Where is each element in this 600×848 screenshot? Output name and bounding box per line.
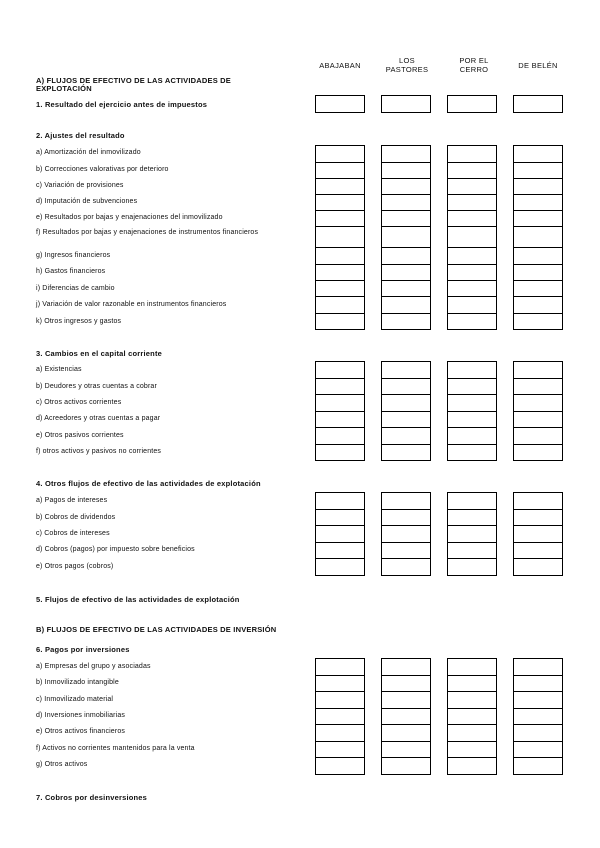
list-item: e) Otros pagos (cobros) — [36, 563, 114, 570]
value-input-cell[interactable] — [381, 724, 431, 742]
value-input-cell[interactable] — [315, 361, 365, 379]
list-item: b) Cobros de dividendos — [36, 514, 116, 521]
value-input-cell[interactable] — [447, 394, 497, 412]
value-input-cell[interactable] — [447, 411, 497, 428]
value-input-cell[interactable] — [315, 378, 365, 395]
value-input-cell[interactable] — [381, 741, 431, 758]
value-input-cell[interactable] — [381, 542, 431, 559]
value-input-cell[interactable] — [513, 509, 563, 526]
section-4-title: 4. Otros flujos de efectivo de las actividades de explotación — [36, 479, 261, 488]
list-item: f) otros activos y pasivos no corrientes — [36, 448, 162, 455]
value-input-cell[interactable] — [513, 492, 563, 510]
value-input-cell[interactable] — [513, 542, 563, 559]
value-input-cell[interactable] — [447, 757, 497, 775]
value-input-cell[interactable] — [381, 361, 431, 379]
value-input-cell[interactable] — [447, 264, 497, 281]
value-input-cell[interactable] — [315, 558, 365, 576]
list-item: c) Inmovilizado material — [36, 696, 114, 703]
value-input-cell[interactable] — [513, 378, 563, 395]
section-1-title: 1. Resultado del ejercicio antes de impuestos — [36, 100, 208, 109]
value-input-cell[interactable] — [381, 194, 431, 211]
list-item: i) Diferencias de cambio — [36, 285, 115, 292]
value-input-cell[interactable] — [447, 509, 497, 526]
value-input-cell[interactable] — [381, 675, 431, 692]
list-item: b) Inmovilizado intangible — [36, 679, 119, 686]
list-item: d) Inversiones inmobiliarias — [36, 712, 126, 719]
list-item: e) Otros activos financieros — [36, 728, 126, 735]
value-input-cell[interactable] — [315, 210, 365, 227]
value-input-cell[interactable] — [447, 724, 497, 742]
value-input-cell[interactable] — [513, 210, 563, 227]
value-input-cell[interactable] — [315, 247, 365, 265]
value-input-cell[interactable] — [315, 162, 365, 179]
value-input-cell[interactable] — [315, 264, 365, 281]
list-item: e) Otros pasivos corrientes — [36, 432, 124, 439]
value-input-cell[interactable] — [513, 145, 563, 163]
value-input-cell[interactable] — [513, 411, 563, 428]
value-input-cell[interactable] — [447, 145, 497, 163]
list-item: d) Cobros (pagos) por impuesto sobre beneficios — [36, 546, 195, 553]
value-input-cell[interactable] — [513, 162, 563, 179]
value-input-cell[interactable] — [447, 691, 497, 709]
value-input-cell[interactable] — [381, 558, 431, 576]
value-input-cell[interactable] — [513, 226, 563, 248]
value-input-cell[interactable] — [447, 492, 497, 510]
value-input-cell[interactable] — [315, 741, 365, 758]
value-input-cell[interactable] — [447, 95, 497, 113]
value-input-cell[interactable] — [513, 658, 563, 676]
list-item: c) Variación de provisiones — [36, 182, 124, 189]
value-input-cell[interactable] — [381, 178, 431, 195]
value-input-cell[interactable] — [513, 558, 563, 576]
value-input-cell[interactable] — [381, 313, 431, 330]
value-input-cell[interactable] — [381, 210, 431, 227]
value-input-cell[interactable] — [513, 724, 563, 742]
value-input-cell[interactable] — [447, 178, 497, 195]
value-input-cell[interactable] — [447, 444, 497, 461]
value-input-cell[interactable] — [315, 542, 365, 559]
value-input-cell[interactable] — [513, 741, 563, 758]
value-input-cell[interactable] — [315, 313, 365, 330]
value-input-cell[interactable] — [315, 280, 365, 297]
value-input-cell[interactable] — [513, 178, 563, 195]
value-input-cell[interactable] — [315, 757, 365, 775]
section-7-title: 7. Cobros por desinversiones — [36, 793, 148, 802]
value-input-cell[interactable] — [381, 509, 431, 526]
value-input-cell[interactable] — [381, 280, 431, 297]
value-input-cell[interactable] — [447, 210, 497, 227]
list-item: c) Otros activos corrientes — [36, 399, 122, 406]
value-input-cell[interactable] — [447, 525, 497, 543]
list-item: a) Empresas del grupo y asociadas — [36, 663, 151, 670]
value-input-cell[interactable] — [381, 394, 431, 412]
value-input-cell[interactable] — [381, 162, 431, 179]
value-input-cell[interactable] — [315, 95, 365, 113]
value-input-cell[interactable] — [381, 658, 431, 676]
value-input-cell[interactable] — [447, 378, 497, 395]
value-input-cell[interactable] — [381, 264, 431, 281]
value-input-cell[interactable] — [381, 757, 431, 775]
value-input-cell[interactable] — [447, 542, 497, 559]
list-item: c) Cobros de intereses — [36, 530, 110, 537]
value-input-cell[interactable] — [447, 708, 497, 725]
value-input-cell[interactable] — [513, 708, 563, 725]
value-input-cell[interactable] — [447, 194, 497, 211]
list-item: b) Correcciones valorativas por deterioro — [36, 166, 169, 173]
list-item: f) Resultados por bajas y enajenaciones de instrumentos financieros — [36, 229, 259, 236]
value-input-cell[interactable] — [447, 226, 497, 248]
value-input-cell[interactable] — [381, 95, 431, 113]
value-input-cell[interactable] — [447, 558, 497, 576]
value-input-cell[interactable] — [381, 691, 431, 709]
value-input-cell[interactable] — [447, 427, 497, 445]
list-item: k) Otros ingresos y gastos — [36, 318, 122, 325]
value-input-cell[interactable] — [315, 411, 365, 428]
list-item: g) Ingresos financieros — [36, 252, 111, 259]
section-6-title: 6. Pagos por inversiones — [36, 645, 130, 654]
list-item: a) Existencias — [36, 366, 82, 373]
list-item: d) Acreedores y otras cuentas a pagar — [36, 415, 161, 422]
value-input-cell[interactable] — [513, 427, 563, 445]
value-input-cell[interactable] — [381, 492, 431, 510]
value-input-cell[interactable] — [513, 361, 563, 379]
value-input-cell[interactable] — [513, 525, 563, 543]
value-input-cell[interactable] — [315, 178, 365, 195]
value-input-cell[interactable] — [381, 525, 431, 543]
value-input-cell[interactable] — [513, 394, 563, 412]
list-item: e) Resultados por bajas y enajenaciones del inmovilizado — [36, 214, 223, 221]
value-input-cell[interactable] — [381, 145, 431, 163]
value-input-cell[interactable] — [381, 427, 431, 445]
value-input-cell[interactable] — [381, 411, 431, 428]
value-input-cell[interactable] — [447, 658, 497, 676]
value-input-cell[interactable] — [315, 145, 365, 163]
column-header-los-pastores: LOS PASTORES — [385, 56, 429, 74]
value-input-cell[interactable] — [315, 296, 365, 314]
value-input-cell[interactable] — [447, 296, 497, 314]
value-input-cell[interactable] — [513, 95, 563, 113]
value-input-cell[interactable] — [315, 509, 365, 526]
value-input-cell[interactable] — [513, 757, 563, 775]
value-input-cell[interactable] — [513, 280, 563, 297]
section-b-title: B) FLUJOS DE EFECTIVO DE LAS ACTIVIDADES DE INVERSIÓN — [36, 625, 277, 634]
section-a-title: A) FLUJOS DE EFECTIVO DE LAS ACTIVIDADES DE EXPLOTACIÓN — [36, 76, 232, 93]
value-input-cell[interactable] — [315, 444, 365, 461]
value-input-cell[interactable] — [513, 296, 563, 314]
value-input-cell[interactable] — [315, 675, 365, 692]
value-input-cell[interactable] — [315, 658, 365, 676]
value-input-cell[interactable] — [315, 492, 365, 510]
list-item: b) Deudores y otras cuentas a cobrar — [36, 383, 157, 390]
list-item: d) Imputación de subvenciones — [36, 198, 138, 205]
value-input-cell[interactable] — [315, 708, 365, 725]
list-item: f) Activos no corrientes mantenidos para la venta — [36, 745, 195, 752]
value-input-cell[interactable] — [381, 247, 431, 265]
value-input-cell[interactable] — [447, 741, 497, 758]
value-input-cell[interactable] — [381, 708, 431, 725]
column-header-abajaban: ABAJABAN — [319, 60, 361, 70]
value-input-cell[interactable] — [315, 394, 365, 412]
value-input-cell[interactable] — [513, 444, 563, 461]
value-input-cell[interactable] — [315, 226, 365, 248]
column-header-por-el-cerro: POR EL CERRO — [459, 56, 489, 74]
value-input-cell[interactable] — [447, 280, 497, 297]
value-input-cell[interactable] — [381, 226, 431, 248]
list-item: h) Gastos financieros — [36, 268, 106, 275]
value-input-cell[interactable] — [513, 194, 563, 211]
value-input-cell[interactable] — [513, 264, 563, 281]
value-input-cell[interactable] — [513, 313, 563, 330]
section-3-title: 3. Cambios en el capital corriente — [36, 349, 163, 358]
value-input-cell[interactable] — [315, 525, 365, 543]
list-item: j) Variación de valor razonable en instrumentos financieros — [36, 301, 227, 308]
value-input-cell[interactable] — [513, 691, 563, 709]
column-header-de-belen: DE BELÉN — [518, 60, 558, 70]
section-5-title: 5. Flujos de efectivo de las actividades de explotación — [36, 595, 240, 604]
value-input-cell[interactable] — [513, 247, 563, 265]
section-2-title: 2. Ajustes del resultado — [36, 131, 125, 140]
list-item: g) Otros activos — [36, 761, 88, 768]
value-input-cell[interactable] — [447, 675, 497, 692]
value-input-cell[interactable] — [315, 724, 365, 742]
value-input-cell[interactable] — [447, 247, 497, 265]
value-input-cell[interactable] — [315, 691, 365, 709]
list-item: a) Amortización del inmovilizado — [36, 149, 141, 156]
value-input-cell[interactable] — [447, 162, 497, 179]
value-input-cell[interactable] — [447, 361, 497, 379]
value-input-cell[interactable] — [315, 194, 365, 211]
value-input-cell[interactable] — [315, 427, 365, 445]
value-input-cell[interactable] — [381, 296, 431, 314]
value-input-cell[interactable] — [447, 313, 497, 330]
list-item: a) Pagos de intereses — [36, 497, 108, 504]
value-input-cell[interactable] — [381, 378, 431, 395]
value-input-cell[interactable] — [381, 444, 431, 461]
value-input-cell[interactable] — [513, 675, 563, 692]
